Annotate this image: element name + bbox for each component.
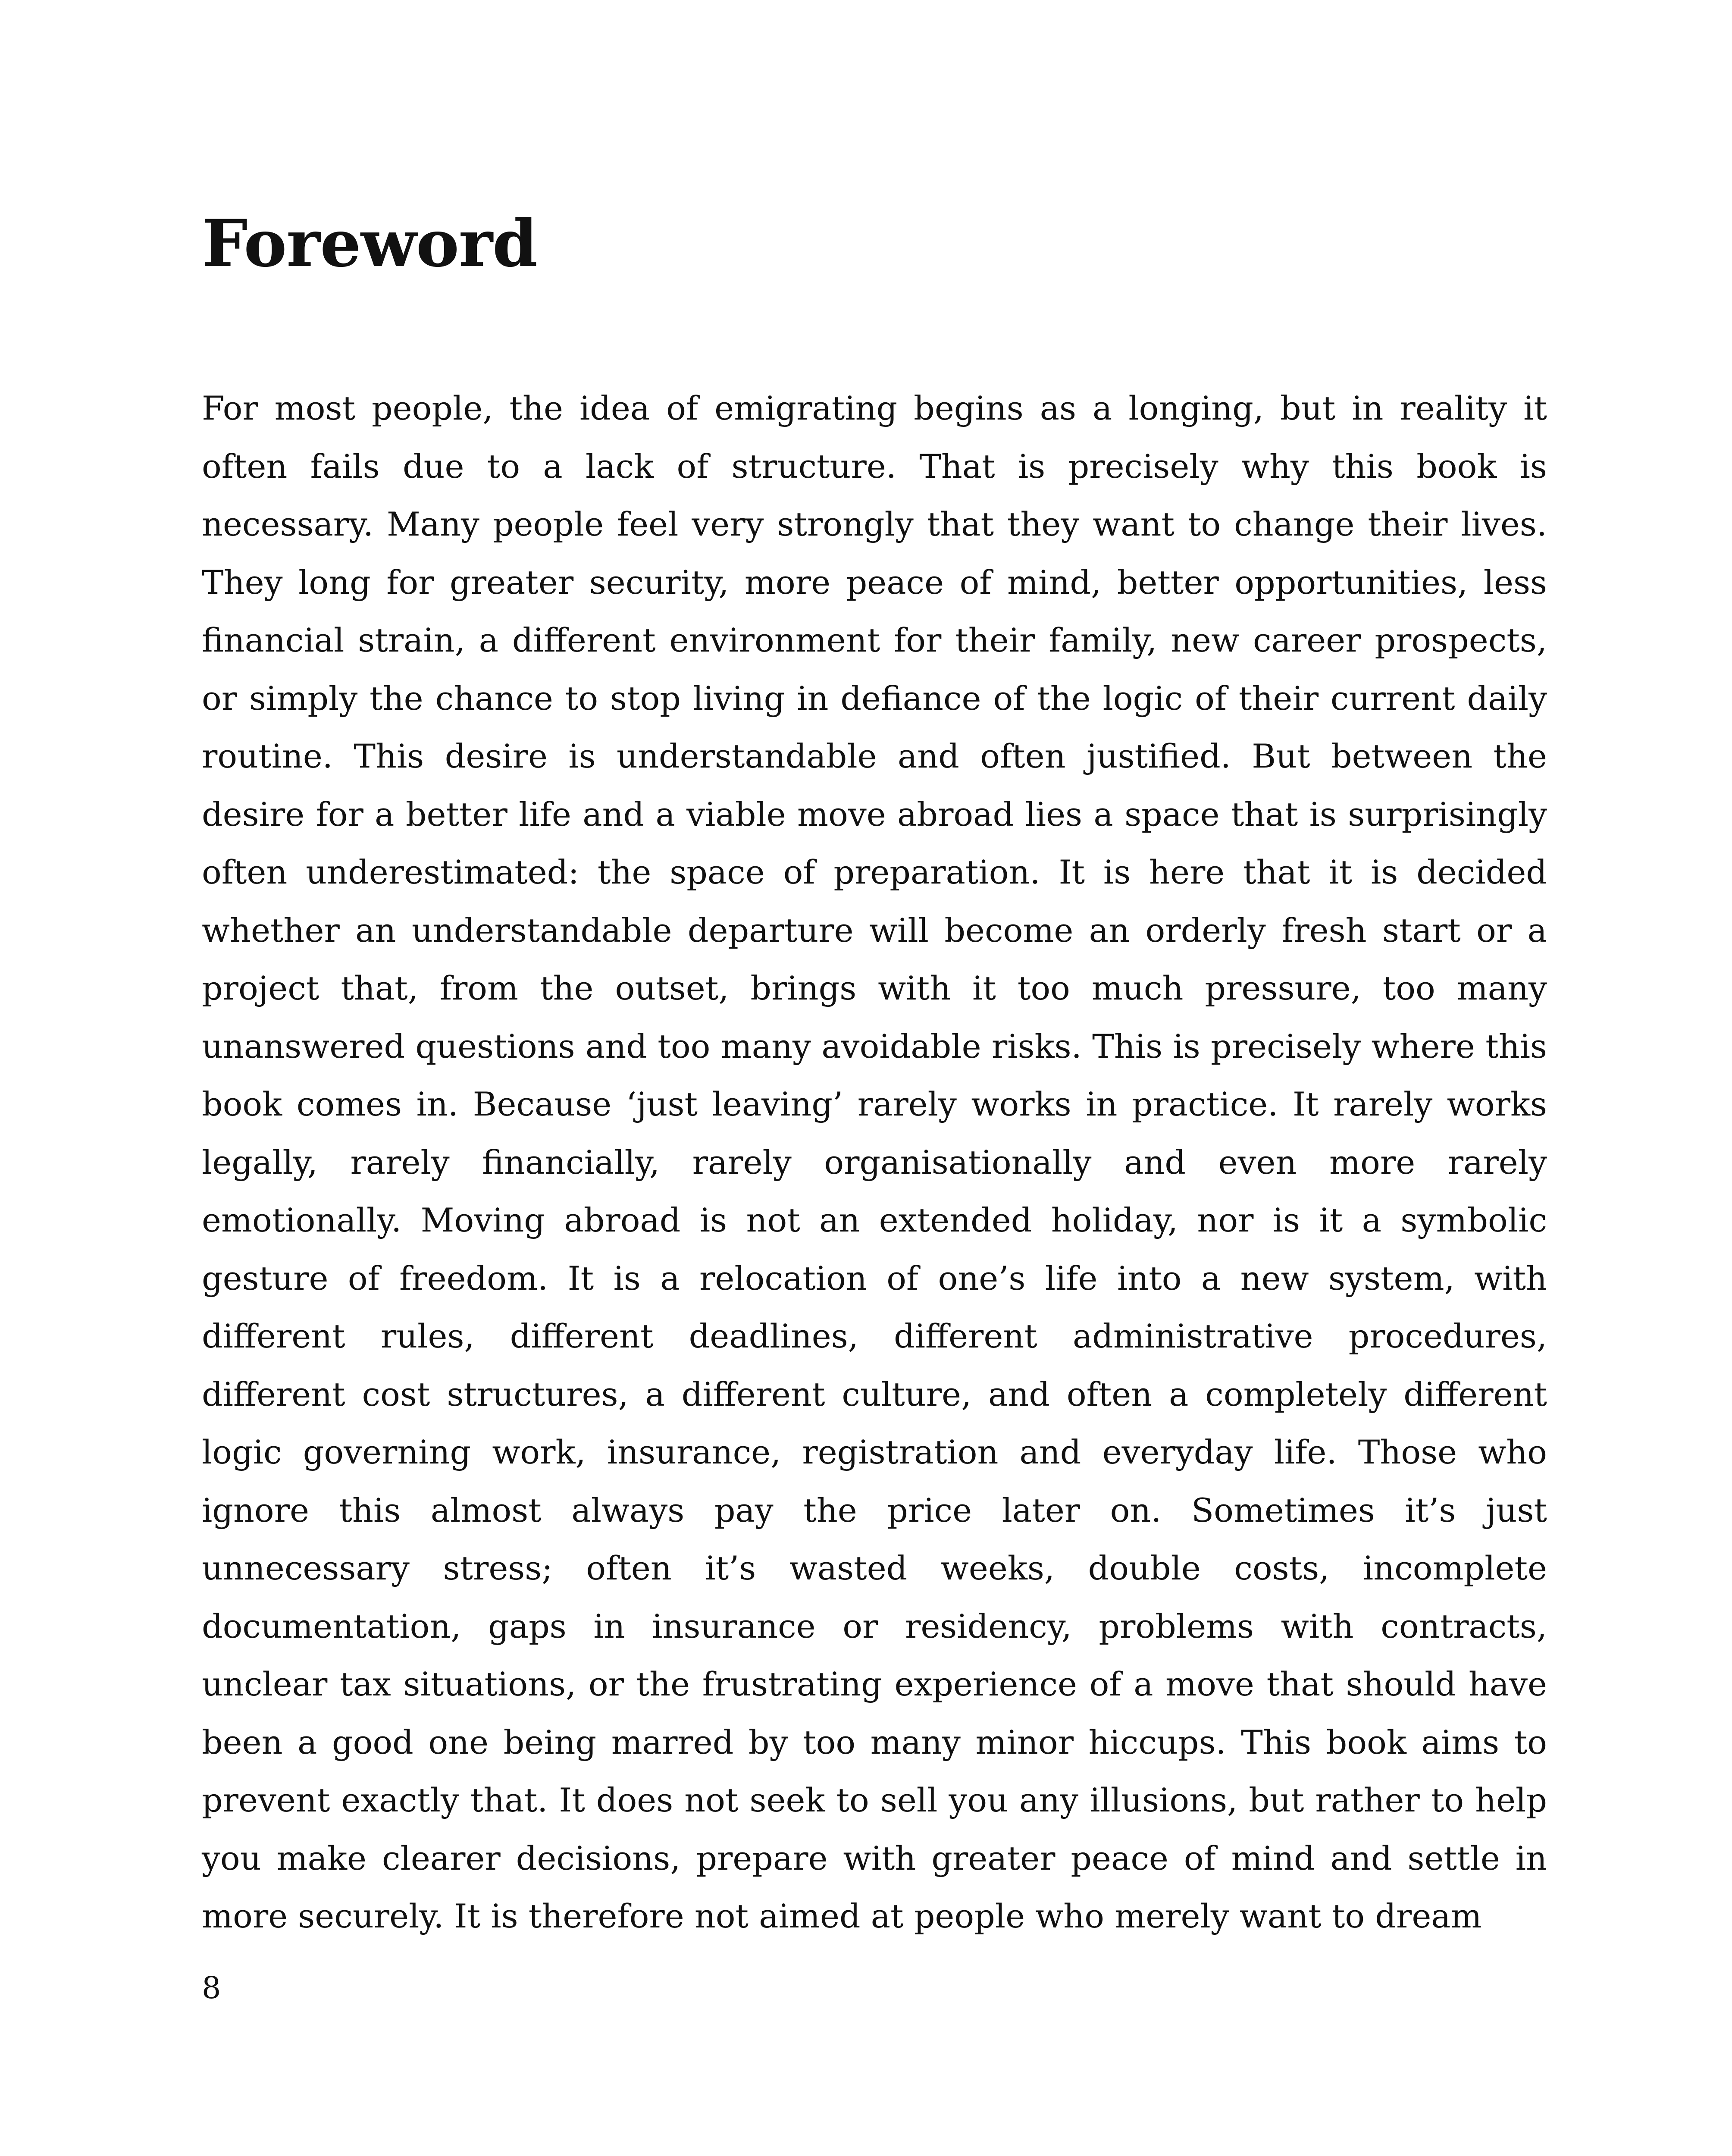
page-number: 8 xyxy=(202,1970,221,2006)
chapter-title: Foreword xyxy=(202,206,537,282)
body-paragraph: For most people, the idea of emigrating begins as a longing, but in reality it often fails due to a lack of structure. That is precisely why this book is necessary. Many people feel very strongly that they want to change their lives. They long for greater security, more peace of mind, better opportunities, less financial strain, a different environment for their family, new career prospects, or simply the chance to stop living in defiance of the logic of their current daily routine. This desire is understandable and often justified. But between the desire for a better life and a viable move abroad lies a space that is surprisingly often underestimated: the space of preparation. It is here that it is decided whether an understandable departure will become an orderly fresh start or a project that, from the outset, brings with it too much pressure, too many unanswered questions and too many avoidable risks. This is precisely where this book comes in. Because ‘just leaving’ rarely works in practice. It rarely works legally, rarely financially, rarely organisationally and even more rarely emotionally. Moving abroad is not an extended holiday, nor is it a symbolic gesture of freedom. It is a relocation of one’s life into a new system, with different rules, different deadlines, different administrative procedures, different cost structures, a different culture, and often a completely different logic governing work, insurance, registration and everyday life. Those who ignore this almost always pay the price later on. Sometimes it’s just unnecessary stress; often it’s wasted weeks, double costs, incomplete documentation, gaps in insurance or residency, problems with contracts, unclear tax situations, or the frustrating experience of a move that should have been a good one being marred by too many minor hiccups. This book aims to prevent exactly that. It does not seek to sell you any illusions, but rather to help you make clearer decisions, prepare with greater peace of mind and settle in more securely. It is therefore not aimed at people who merely want to dream xyxy=(202,389,1547,1935)
